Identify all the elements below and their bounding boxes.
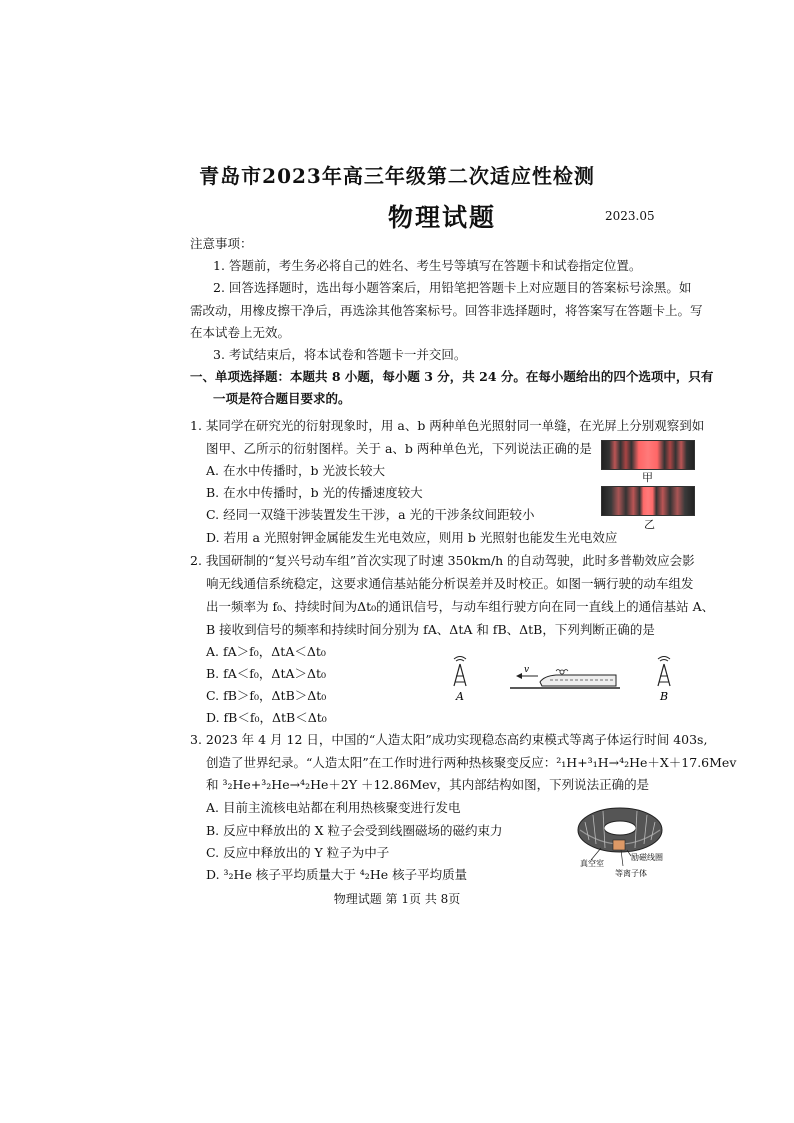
q2-train-figure — [440, 652, 690, 708]
q3-option-b: B. 反应中释放出的 X 粒子会受到线圈磁场的磁约束力 — [206, 823, 503, 838]
q2-option-c: C. fB＞f₀，ΔtB＞Δt₀ — [206, 688, 327, 703]
q3-stem-line3: 和 ³₂He+³₂He→⁴₂He＋2Y ＋12.86Mev，其内部结构如图，下列说法正确的是 — [206, 777, 650, 792]
diffraction-pattern-jia — [601, 440, 695, 470]
q2-option-a: A. fA＞f₀，ΔtA＜Δt₀ — [206, 644, 326, 659]
label-plasma: 等离子体 — [615, 869, 647, 878]
label-vacuum-chamber: 真空室 — [580, 859, 604, 868]
q1-stem-line2: 图甲、乙所示的衍射图样。关于 a、b 两种单色光，下列说法正确的是 — [206, 441, 592, 456]
q2-stem-line1: 2. 我国研制的“复兴号动车组”首次实现了时速 350km/h 的自动驾驶，此时多普勒效应会影 — [190, 553, 695, 568]
station-b-label: B — [660, 690, 669, 703]
velocity-label: v — [524, 665, 530, 675]
q2-stem-line2: 响无线通信系统稳定，这要求通信基站能分析误差并及时校正。如图一辆行驶的动车组发 — [206, 576, 694, 591]
page-footer: 物理试题 第 1页 共 8页 — [333, 892, 461, 906]
tokamak-figure — [565, 800, 705, 880]
q2-stem-line4: B 接收到信号的频率和持续时间分别为 fA、ΔtA 和 fB、ΔtB，下列判断正确的是 — [206, 622, 655, 637]
q1-stem-line1: 1. 某同学在研究光的衍射现象时，用 a、b 两种单色光照射同一单缝，在光屏上分别观察到如 — [190, 418, 705, 433]
section-heading-line1: 一、单项选择题：本题共 8 小题，每小题 3 分，共 24 分。在每小题给出的四个选项中，只有 — [190, 369, 714, 384]
q3-stem-line1: 3. 2023 年 4 月 12 日，中国的“人造太阳”成功实现稳态高约束模式等离子体运行时间 403s, — [190, 732, 708, 747]
q3-option-c: C. 反应中释放出的 Y 粒子为中子 — [206, 845, 390, 860]
notice-item-2-line2: 需改动，用橡皮擦干净后，再选涂其他答案标号。回答非选择题时，将答案写在答题卡上。写 — [190, 303, 703, 318]
q2-option-d: D. fB＜f₀，ΔtB＜Δt₀ — [206, 710, 327, 725]
high-speed-train-icon — [540, 670, 616, 687]
diffraction-pattern-yi — [601, 486, 695, 516]
base-station-a-icon — [454, 657, 466, 687]
subject-title: 物理试题 — [388, 203, 497, 232]
q3-option-d: D. ³₂He 核子平均质量大于 ⁴₂He 核子平均质量 — [206, 867, 468, 882]
notice-item-2-line1: 2. 回答选择题时，选出每小题答案后，用铅笔把答题卡上对应题目的答案标号涂黑。如 — [213, 280, 692, 295]
q1-option-a: A. 在水中传播时，b 光波长较大 — [206, 463, 385, 478]
notice-item-3: 3. 考试结束后，将本试卷和答题卡一并交回。 — [213, 347, 467, 362]
notice-item-1: 1. 答题前，考生务必将自己的姓名、考生号等填写在答题卡和试卷指定位置。 — [213, 258, 642, 273]
q1-option-b: B. 在水中传播时，b 光的传播速度较大 — [206, 485, 423, 500]
tokamak-torus-icon — [578, 808, 662, 852]
q2-option-b: B. fA＜f₀，ΔtA＞Δt₀ — [206, 666, 327, 681]
label-excitation-coil: 励磁线圈 — [631, 853, 663, 862]
q2-stem-line3: 出一频率为 f₀、持续时间为Δt₀的通讯信号，与动车组行驶方向在同一直线上的通信基站 A、 — [206, 599, 715, 614]
station-a-label: A — [456, 690, 464, 703]
exam-title: 青岛市2023年高三年级第二次适应性检测 — [199, 164, 595, 188]
fig-label-jia: 甲 — [642, 471, 653, 484]
section-heading-line2: 一项是符合题目要求的。 — [213, 391, 351, 406]
q1-option-c: C. 经同一双缝干涉装置发生干涉，a 光的干涉条纹间距较小 — [206, 507, 535, 522]
notice-heading: 注意事项： — [190, 236, 253, 251]
fig-label-yi: 乙 — [644, 518, 655, 531]
exam-date: 2023.05 — [605, 209, 655, 223]
q3-option-a: A. 目前主流核电站都在利用热核聚变进行发电 — [206, 800, 461, 815]
q1-option-d: D. 若用 a 光照射钾金属能发生光电效应，则用 b 光照射也能发生光电效应 — [206, 530, 618, 545]
notice-item-2-line3: 在本试卷上无效。 — [190, 325, 291, 340]
q3-stem-line2: 创造了世界纪录。“人造太阳”在工作时进行两种热核聚变反应：²₁H+³₁H→⁴₂He＋X＋17.6Mev — [206, 755, 737, 770]
base-station-b-icon — [658, 657, 670, 687]
